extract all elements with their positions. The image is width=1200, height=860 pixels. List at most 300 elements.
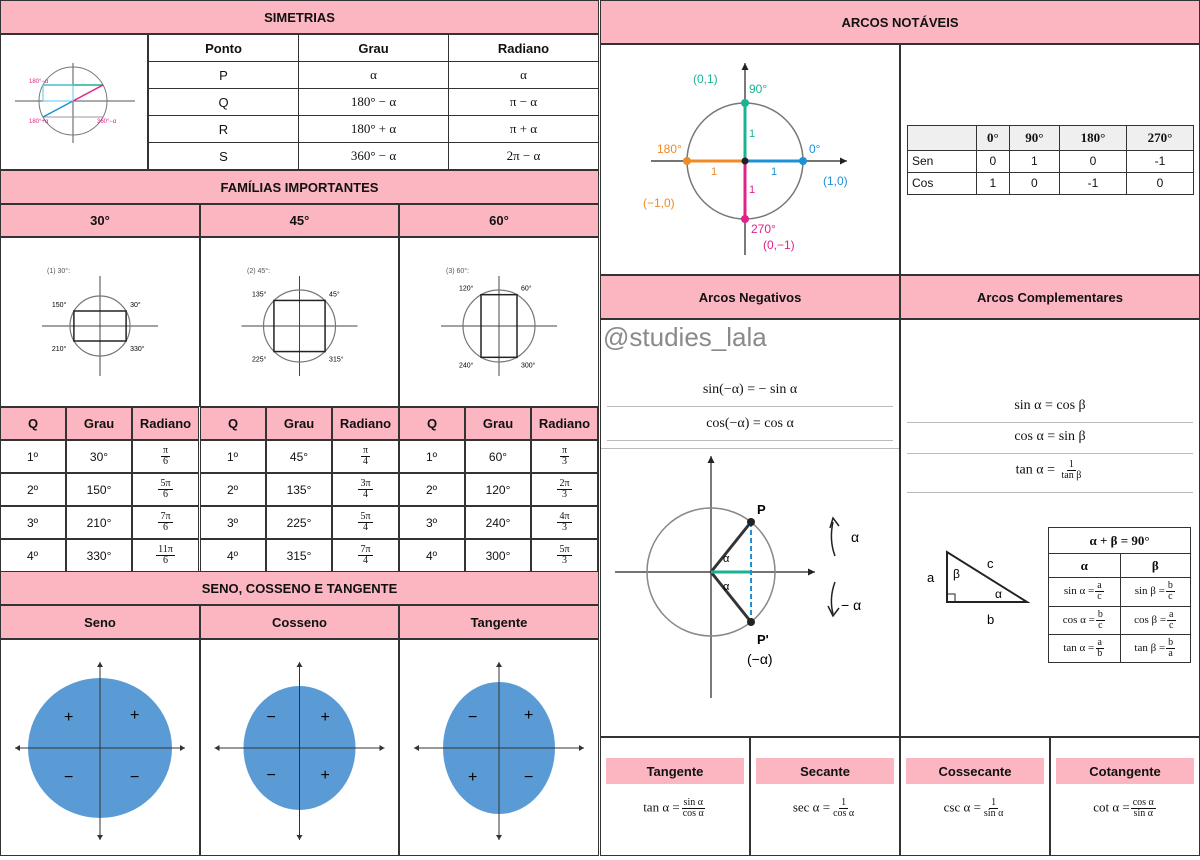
- table-cell: [0, 506, 66, 539]
- table-cell: [200, 440, 266, 473]
- frac-num: 1: [841, 797, 847, 808]
- notaveis-table-cell: [900, 44, 1200, 275]
- cell-label: cos α =: [1062, 613, 1095, 626]
- frac-den: 6: [163, 522, 168, 533]
- frac-num: b: [1168, 636, 1174, 648]
- frac-den: 4: [363, 456, 368, 467]
- label-0-1: (0,1): [693, 72, 718, 86]
- frac-den: sin α: [1133, 808, 1153, 819]
- frac-den: 3: [562, 522, 567, 533]
- sign-3: −: [130, 769, 140, 786]
- sign-circle: [400, 640, 598, 855]
- frac-den: b: [1097, 647, 1103, 659]
- label-0-minus1: (0,−1): [763, 238, 795, 252]
- frac-den: 4: [363, 489, 368, 500]
- cell-text: 4º: [27, 548, 39, 563]
- col-header: [908, 126, 977, 151]
- eq-tan-inv: [901, 460, 1199, 481]
- svg-text:180°−α: 180°−α: [29, 79, 49, 85]
- cell-text: 315°: [286, 548, 312, 563]
- complementares-table: [1048, 527, 1191, 663]
- familia-note: (1) 30°:: [47, 268, 71, 275]
- radian-fraction: [557, 512, 571, 533]
- family-circle-diagram: [400, 238, 598, 406]
- formula-left: sec α =: [792, 799, 831, 815]
- cell-fraction: [1166, 581, 1175, 602]
- cell-text: 4º: [426, 548, 438, 563]
- family-angle-label: 30°: [130, 302, 141, 309]
- cell: P: [149, 62, 299, 89]
- radian-fraction: [557, 479, 571, 500]
- complementares-body: [900, 319, 1200, 737]
- sign-1: +: [320, 709, 330, 726]
- table-cell: [531, 440, 598, 473]
- table-cell: [1120, 634, 1190, 662]
- family-circle-diagram: [1, 238, 199, 406]
- cell: 2π − α: [449, 143, 599, 170]
- bottom-title-1: Secante: [756, 758, 894, 784]
- familia-col-header: Radiano: [332, 407, 399, 440]
- bottom-formula-0: [601, 798, 749, 819]
- cell-text: 3º: [227, 515, 239, 530]
- notaveis-diagram-cell: [600, 44, 900, 275]
- cell-text: 60°: [488, 449, 508, 464]
- sct-col-head-0: Seno: [0, 605, 200, 639]
- table-cell: [132, 473, 199, 506]
- radian-fraction: [557, 545, 571, 566]
- radian-fraction: [358, 479, 372, 500]
- label-p-prime: P': [757, 632, 769, 647]
- unit-circle-diagram: [601, 45, 899, 274]
- bottom-formula-2: [901, 798, 1049, 819]
- sign-2: −: [266, 767, 276, 784]
- table-cell: [132, 539, 199, 572]
- tri-c: c: [987, 556, 994, 571]
- tri-beta: β: [953, 567, 960, 581]
- label-180: 180°: [657, 142, 682, 156]
- cell: Q: [149, 89, 299, 116]
- eq-cos-neg: cos(−α) = cos α: [706, 416, 794, 431]
- frac-den: 3: [562, 456, 567, 467]
- sct-col-head-1: Cosseno: [200, 605, 399, 639]
- table-cell: [465, 539, 531, 572]
- label-one-blue: 1: [771, 166, 778, 178]
- table-cell: [0, 539, 66, 572]
- table-cell: [399, 473, 465, 506]
- frac-num: 11π: [158, 544, 173, 555]
- table-row: [1049, 634, 1191, 662]
- frac-den: 6: [163, 555, 168, 566]
- cell-text: 240°: [485, 515, 511, 530]
- table-cell: [266, 473, 332, 506]
- label-alpha-right: α: [851, 529, 860, 545]
- table-cell: [1120, 578, 1190, 606]
- table-title: α + β = 90°: [1049, 528, 1191, 554]
- frac-num: 5π: [360, 511, 371, 522]
- table-cell: [1049, 578, 1121, 606]
- right-triangle-diagram: [909, 540, 1049, 650]
- cell-text: 45°: [289, 449, 309, 464]
- cell: π − α: [449, 89, 599, 116]
- formula-left: tan α =: [643, 799, 680, 815]
- frac-den: 6: [163, 489, 168, 500]
- bottom-title-0: Tangente: [606, 758, 744, 784]
- tri-b: b: [987, 612, 995, 627]
- col-header: α: [1049, 554, 1121, 578]
- label-one-magenta: 1: [749, 184, 756, 196]
- table-cell: 0: [1126, 172, 1193, 194]
- table-cell: -1: [1126, 150, 1193, 172]
- cell: 360° − α: [299, 143, 449, 170]
- cell-text: 4º: [227, 548, 239, 563]
- cell: S: [149, 143, 299, 170]
- cell-text: 1º: [227, 449, 239, 464]
- table-cell: [332, 539, 399, 572]
- table-cell: [399, 440, 465, 473]
- cell-fraction: [1095, 638, 1104, 659]
- table-cell: -1: [1059, 172, 1126, 194]
- table-cell: 1: [1009, 150, 1059, 172]
- divider: [907, 492, 1193, 493]
- frac-num: π: [162, 445, 169, 456]
- left-column: [0, 0, 599, 856]
- cell-fraction: [1096, 610, 1105, 631]
- family-angle-label: 300°: [521, 362, 536, 370]
- table-cell: [332, 440, 399, 473]
- familia-col-header: Grau: [465, 407, 531, 440]
- label-90: 90°: [749, 82, 768, 96]
- table-cell: [531, 473, 598, 506]
- family-angle-label: 60°: [521, 285, 532, 293]
- bottom-cell-1: [750, 737, 900, 856]
- label-paren-neg-alpha: (−α): [747, 651, 773, 667]
- frac-num: b: [1167, 580, 1173, 592]
- family-angle-label: 240°: [459, 362, 474, 370]
- familia-diagram-1: [200, 237, 399, 407]
- table-cell: [66, 473, 132, 506]
- radian-fraction: [161, 446, 170, 467]
- frac-num: cos α: [1132, 797, 1154, 808]
- frac-den: 3: [562, 555, 567, 566]
- cell: α: [449, 62, 599, 89]
- table-cell: [266, 506, 332, 539]
- label-270: 270°: [751, 222, 776, 236]
- family-angle-label: 315°: [329, 356, 344, 364]
- sign-0: −: [468, 709, 478, 726]
- family-angle-label: 45°: [329, 291, 340, 299]
- eq-tan-left: tan α =: [1015, 462, 1056, 478]
- cell-text: 2º: [27, 482, 39, 497]
- familia-note: (3) 60°:: [446, 268, 470, 275]
- sct-diagram-1: [200, 639, 399, 856]
- table-header-row: [908, 126, 1194, 151]
- table-cell: 1: [976, 172, 1009, 194]
- cell: α: [299, 62, 449, 89]
- frac-num: 1: [1068, 459, 1074, 470]
- table-cell: [0, 440, 66, 473]
- family-circle-diagram: [201, 238, 398, 406]
- notaveis-table: [907, 125, 1194, 195]
- col-header: 180°: [1059, 126, 1126, 151]
- familia-note: (2) 45°:: [247, 268, 271, 275]
- sign-1: +: [130, 707, 140, 724]
- cell-fraction: [1167, 610, 1175, 631]
- radian-fraction: [560, 446, 569, 467]
- table-row: [1049, 578, 1191, 606]
- frac-den: c: [1098, 619, 1103, 631]
- table-cell: [332, 506, 399, 539]
- familia-col-header: Q: [399, 407, 465, 440]
- bottom-cell-0: [600, 737, 750, 856]
- table-cell: [332, 473, 399, 506]
- table-cell: [266, 539, 332, 572]
- radian-fraction: [361, 446, 370, 467]
- col-header: 90°: [1009, 126, 1059, 151]
- cell: R: [149, 116, 299, 143]
- frac-num: a: [1169, 608, 1174, 620]
- frac-num: a: [1097, 636, 1102, 648]
- label-alpha-upper: α: [723, 553, 730, 565]
- table-cell: [1049, 634, 1121, 662]
- sign-2: −: [64, 769, 74, 786]
- cell-text: 135°: [286, 482, 312, 497]
- divider: [607, 406, 893, 407]
- radian-fraction: [158, 479, 172, 500]
- frac-num: 7π: [360, 544, 371, 555]
- table-cell: [132, 506, 199, 539]
- frac-num: 4π: [559, 511, 570, 522]
- cell-label: sin α =: [1063, 585, 1095, 598]
- bottom-formula-1: [751, 798, 899, 819]
- cell: π + α: [449, 116, 599, 143]
- label-alpha-lower: α: [723, 581, 730, 593]
- cell: 180° − α: [299, 89, 449, 116]
- cell-fraction: [1095, 581, 1103, 602]
- table-cell: [399, 506, 465, 539]
- table-cell: [66, 539, 132, 572]
- tri-a: a: [927, 570, 935, 585]
- familias-title: FAMÍLIAS IMPORTANTES: [0, 170, 599, 204]
- frac-den: 3: [562, 489, 567, 500]
- eq-sin-neg: sin(−α) = − sin α: [702, 382, 798, 397]
- cell-text: 1º: [426, 449, 438, 464]
- divider: [907, 422, 1193, 423]
- formula-left: cot α =: [1093, 799, 1130, 815]
- cell-fraction: [1166, 638, 1175, 659]
- bottom-title-3: Cotangente: [1056, 758, 1194, 784]
- familia-col-header: Grau: [66, 407, 132, 440]
- table-cell: [200, 539, 266, 572]
- radian-fraction: [358, 545, 372, 566]
- frac-den: sin α: [983, 808, 1004, 819]
- table-cell: [1049, 606, 1121, 634]
- familia-col-header: Radiano: [132, 407, 199, 440]
- eq-sin-cos: sin α = cos β: [1014, 398, 1086, 413]
- cell-text: 120°: [485, 482, 511, 497]
- table-cell: 0: [1059, 150, 1126, 172]
- table-row: [149, 116, 599, 143]
- simetrias-table: [148, 34, 599, 170]
- sct-title: SENO, COSSENO E TANGENTE: [0, 571, 599, 605]
- table-cell: [531, 506, 598, 539]
- sct-diagram-0: [0, 639, 200, 856]
- bottom-formula-3: [1051, 798, 1199, 819]
- watermark: @studies_lala: [603, 322, 767, 352]
- col-header: 270°: [1126, 126, 1193, 151]
- formula-fraction: [982, 798, 1005, 819]
- sign-2: +: [468, 769, 478, 786]
- col-grau: Grau: [299, 35, 449, 62]
- frac-num: a: [1097, 580, 1102, 592]
- familia-diagram-2: [399, 237, 599, 407]
- sign-0: −: [266, 709, 276, 726]
- frac-num: 5π: [559, 544, 570, 555]
- cell-label: sin β =: [1134, 585, 1165, 598]
- familia-diagram-0: [0, 237, 200, 407]
- table-cell: [531, 539, 598, 572]
- formula-fraction: [831, 798, 856, 819]
- col-header: β: [1120, 554, 1190, 578]
- formula-fraction: [1131, 798, 1156, 819]
- table-cell: Sen: [908, 150, 977, 172]
- family-angle-label: 330°: [130, 346, 145, 353]
- radian-fraction: [156, 545, 175, 566]
- cell-text: 3º: [27, 515, 39, 530]
- formula-fraction: [681, 798, 706, 819]
- table-header-row: [1049, 554, 1191, 578]
- family-angle-label: 225°: [251, 356, 267, 364]
- family-angle-label: 150°: [51, 302, 67, 309]
- familia-col-header: Grau: [266, 407, 332, 440]
- table-cell: [0, 473, 66, 506]
- cell-label: cos β =: [1134, 613, 1167, 626]
- frac-den: c: [1097, 591, 1102, 603]
- table-cell: [399, 539, 465, 572]
- familia-head-1: 45°: [200, 204, 399, 237]
- negativos-title: Arcos Negativos: [600, 275, 900, 319]
- table-cell: [465, 440, 531, 473]
- familia-col-header: Q: [200, 407, 266, 440]
- table-cell: [1120, 606, 1190, 634]
- frac-den: cos α: [833, 808, 855, 819]
- frac-num: 2π: [559, 478, 570, 489]
- cell-text: 1º: [27, 449, 39, 464]
- divider: [601, 448, 899, 449]
- frac-den: c: [1169, 619, 1174, 631]
- table-cell: 0: [976, 150, 1009, 172]
- table-row: [149, 62, 599, 89]
- radian-fraction: [358, 512, 372, 533]
- label-0: 0°: [809, 142, 821, 156]
- frac-den: cos α: [682, 808, 704, 819]
- complementares-title: Arcos Complementares: [900, 275, 1200, 319]
- divider: [907, 453, 1193, 454]
- table-cell: 0: [1009, 172, 1059, 194]
- bottom-cell-3: [1050, 737, 1200, 856]
- sct-diagram-2: [399, 639, 599, 856]
- family-angle-label: 210°: [51, 346, 67, 353]
- label-minus1-0: (−1,0): [643, 196, 675, 210]
- table-header-row: [1049, 528, 1191, 554]
- label-1-0: (1,0): [823, 174, 848, 188]
- frac-den: tan β: [1061, 470, 1082, 481]
- table-row: [908, 172, 1194, 194]
- frac-num: 7π: [160, 511, 171, 522]
- table-cell: [132, 440, 199, 473]
- simetrias-title: SIMETRIAS: [0, 0, 599, 34]
- cell-text: 2º: [227, 482, 239, 497]
- frac-num: 1: [991, 797, 997, 808]
- simetrias-circle-thumbnail: [0, 34, 148, 170]
- cell-text: 330°: [86, 548, 112, 563]
- bottom-title-2: Cossecante: [906, 758, 1044, 784]
- cell-text: 150°: [86, 482, 112, 497]
- table-cell: [465, 506, 531, 539]
- family-angle-label: 120°: [459, 285, 474, 293]
- table-cell: [266, 440, 332, 473]
- frac-num: sin α: [683, 797, 703, 808]
- frac-num: π: [561, 445, 568, 456]
- label-one-orange: 1: [711, 166, 718, 178]
- table-cell: [465, 473, 531, 506]
- table-cell: [66, 440, 132, 473]
- frac-num: 5π: [160, 478, 171, 489]
- cell-text: 3º: [426, 515, 438, 530]
- table-cell: [200, 473, 266, 506]
- table-cell: Cos: [908, 172, 977, 194]
- cell-text: 2º: [426, 482, 438, 497]
- familia-col-header: Radiano: [531, 407, 598, 440]
- table-row: [149, 89, 599, 116]
- sign-0: +: [64, 709, 74, 726]
- svg-text:180°+α: 180°+α: [29, 119, 49, 125]
- cell-label: tan α =: [1063, 641, 1095, 654]
- frac-num: b: [1097, 608, 1103, 620]
- table-cell: [66, 506, 132, 539]
- frac-num: 3π: [360, 478, 371, 489]
- cell-text: 300°: [485, 548, 511, 563]
- table-row: [908, 150, 1194, 172]
- cell-text: 30°: [89, 449, 109, 464]
- col-ponto: Ponto: [149, 35, 299, 62]
- cell-text: 210°: [86, 515, 112, 530]
- sct-col-head-2: Tangente: [399, 605, 599, 639]
- tri-alpha: α: [995, 587, 1002, 601]
- table-cell: [200, 506, 266, 539]
- col-radiano: Radiano: [449, 35, 599, 62]
- col-header: 0°: [976, 126, 1009, 151]
- formula-left: csc α =: [943, 799, 981, 815]
- familia-head-2: 60°: [399, 204, 599, 237]
- divider: [607, 440, 893, 441]
- table-row: [1049, 606, 1191, 634]
- bottom-cell-2: [900, 737, 1050, 856]
- cell: 180° + α: [299, 116, 449, 143]
- frac-den: 6: [163, 456, 168, 467]
- table-row: [149, 143, 599, 170]
- label-one-green: 1: [749, 128, 756, 140]
- frac-den: a: [1168, 647, 1173, 659]
- cell-label: tan β =: [1134, 641, 1166, 654]
- frac-den: c: [1168, 591, 1173, 603]
- eq-cos-sin: cos α = sin β: [1014, 429, 1086, 444]
- sign-1: +: [524, 707, 534, 724]
- sign-3: −: [524, 769, 534, 786]
- family-angle-label: 135°: [251, 291, 267, 299]
- sign-circle: [201, 640, 398, 855]
- svg-text:360°−α: 360°−α: [97, 119, 117, 125]
- cell-text: 225°: [286, 515, 312, 530]
